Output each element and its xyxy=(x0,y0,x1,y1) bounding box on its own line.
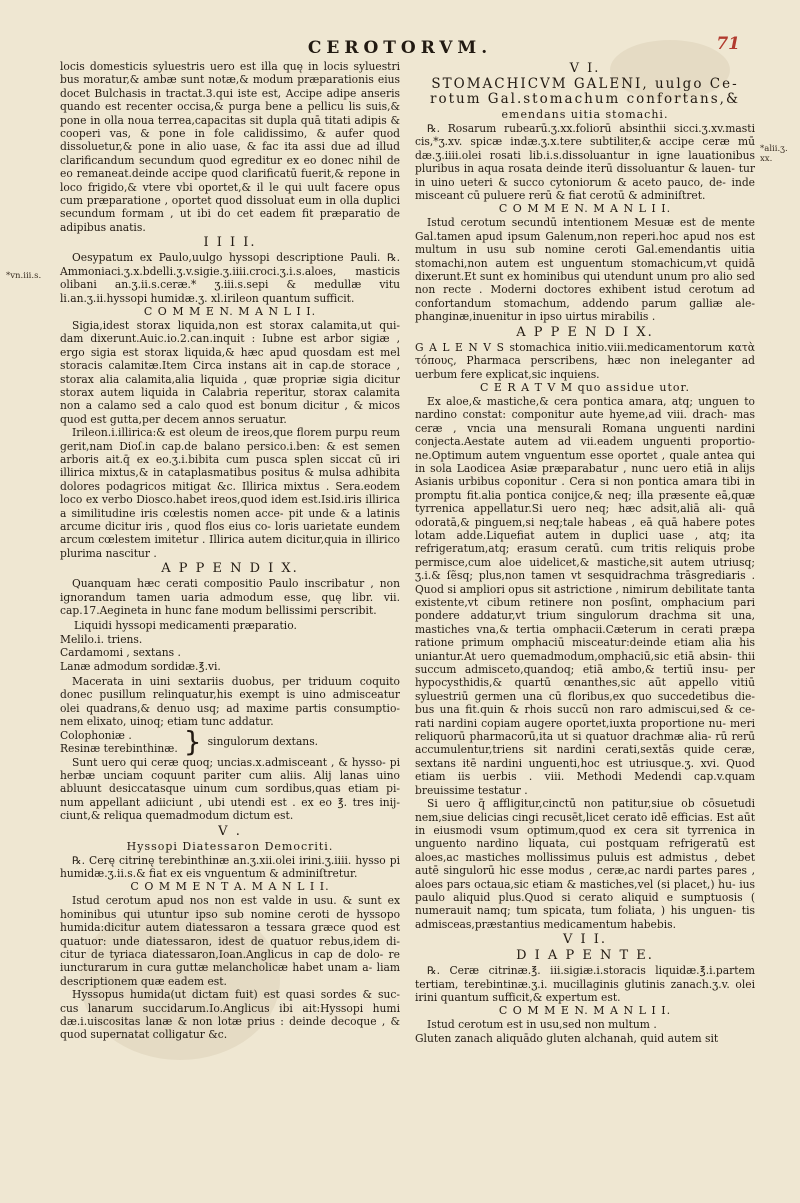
paragraph: Ex aloe,& mastiche,& cera pontica amara, atq; unguen to nardino constat: componitur aute hyeme,ad viii. drach- mas ceræ , vncia una mensurali Romana unguenti nardini conjecta.Aestate autem ad vii.eadem unguenti proportio- ne.Optimum autem vnguentum esse oportet , quale antea qui in sola Laodicea Asiæ præparabatur , nunc uero etiā in alijs Asianis urbibus coponitur . Cera si non pontica amara tibi in promptu fit.alia pontica conijce,& neq; illa præsente eā,quæ tyrrenica appellatur.Si uero neq; hæc adsit,aliā ali- quā odoratā,& pinguem,si neq;tale habeas , eā quā habere potes lotam adde.Liquefiat autem in duplici uase , atq; ita refrigeratum,atq; erasum ceratū. cum tritis reliquis probe permisce,cum aloe uidelicet,& mastiche,sit autem utriusq; ʒ.i.& ſẽsq; plus,non tamen vt sesquidrachma trāsgrediaris . Quod si ampliori opus sit astrictione , nimirum debilitate tanta existente,vt cibum retinere non posſint, omphacium pari pondere addatur,vt trium singulorum drachma sit una, mastiches vna,& tertia omphacii.Cæterum in cerati præpa ratione primum omphaciū misceatur:deinde etiam alia his uniantur.At uero quemadmodum,omphaciū,sic etiā absin- thii succum admisceto,quandoq; etiā ambo,& tertiū insu- per hypocysthidis,& quartū œnanthes,sic aūt appello vitiū syluestriū germen una cū floribus,ex quo succedetibus die- bus una fit.quin & rhois succū non raro admiscui,sed & ce- rati nardini copiam augere oportet,iuxta proportione nu- meri reliquorū pharmacorū,ita ut si quatuor drachmæ alia- rū rerū accumulentur,triens sit nardini cerati,sextās quide ceræ, sextans itē nardini unguenti,hoc est utriusque.ʒ. xvi. Quod etiam iis uerbis . viii. Methodi Medendi cap.v.quam breuissime testatur . xyxy=(415,394,755,797)
ingredient-list xyxy=(60,619,400,673)
ingredient-line: Lanæ admodum sordidæ.℥.vi. xyxy=(60,659,221,673)
paragraph: Istud cerotum secundū intentionem Mesuæ est de mente Gal.tamen apud ipsum Galenum,non reperi.hoc apud nos est multum in usu sub nomine ceroti Gal.emendantis uitia stomachi,non autem est unguentum stomachicum,vt quidā dixerunt.Et sunt ex hominibus qui utendunt unum pro alio sed non recte . Moderni doctores exhibent istud cerotum ad confortandum stomachum, addendo parum galliæ ale- phanginæ,inuenitur in ipso uirtus mirabilis . xyxy=(415,216,755,324)
ceratum-heading: C E R A T V M quo assidue utor. xyxy=(479,380,691,394)
running-head: CEROTORVM. xyxy=(307,38,493,58)
paragraph: G A L E N V S stomachica initio.viii.medicamentorum κατὰ τόπους, Pharmaca perscribens, hæc non ineleganter ad uerbum fere explicat,sic inquiens. xyxy=(415,340,755,381)
brace-icon: } xyxy=(183,725,202,759)
section-number: V I I. xyxy=(562,932,608,948)
paragraph: ℞. Rosarum rubearū.ʒ.xx.foliorū absinthii sicci.ʒ.xv.masti cis,*ʒ.xv. spicæ indæ.ʒ.x.tere subtiliter,& accipe ceræ mū dæ.ʒ.iiii.olei rosati lib.i.s.dissoluantur in igne lauationibus pluribus in aqua rosata deinde iterū dissoluantur & lauen- tur in uino ueteri & succo cytoniorum & aceto pauco, de- inde misceant cū puluere rerū & fiat cerotū & adminiſtret. xyxy=(415,122,755,203)
recipe-subtitle: emendans uitia stomachi. xyxy=(501,108,669,121)
ingredient-brace-group xyxy=(60,725,400,759)
ingredient-dose: singulorum dextans. xyxy=(207,735,319,749)
paragraph: Hyssopus humida(ut dictam fuit) est quasi sordes & suc- cus lanarum succidarum.Io.Anglicus ibi ait:Hyssopi humi dæ.i.uiscositas lanæ & non lotæ prius : deinde decoque , & quod supernatat colligatur &c. xyxy=(60,988,400,1042)
ingredient-line: Melilo.i. triens. xyxy=(60,632,143,646)
paragraph: Gluten zanach aliquādo gluten alchanah, quid autem sit xyxy=(415,1031,719,1045)
paragraph: Istud cerotum est in usu,sed non multum . xyxy=(427,1018,657,1032)
appendix-heading: A P P E N D I X. xyxy=(516,324,654,340)
paragraph: Quanquam hæc cerati compositio Paulo inscribatur , non ignorandum tamen uaria admodum esse, quę libr. vii. cap.17.Aegineta in hunc fane modum bellissimi perscribit. xyxy=(60,577,400,618)
paragraph: locis domesticis syluestris uero est illa quę in locis syluestri bus moratur,& ambæ sunt notæ,& modum præparationis eius docet Bulchasis in tractat.3.qui iste est, Accipe adipe anseris quando est recenter occisa,& purga bene a pellicu lis suis,& pone in olla noua terrea,capacitas sit dupla quā titati adipis & cooperi vas, & pone in fole calidissimo, & aufer quod dissoluetur,& pone in alio uase, & fac ita assi due ad illud clarificandum secundum quod egreditur ex eo donec nihil de eo remaneat.deinde accipe quod clarificatū fuerit,& repone in loco frigido,& vtere vbi oportet,& il le qui uult facere opus cum præparatione , oportet quod dissoluat eum in olla duplici secundum formam , ut ibi do cet eadem fit præparatio de adipibus anatis. xyxy=(60,60,400,234)
margin-note-left: *vn.iii.s. xyxy=(6,271,42,281)
commentary-heading: C O M M E N T A. M A N L I I. xyxy=(130,880,330,894)
commentary-heading: C O M M E N. M A N L I I. xyxy=(143,304,317,318)
section-number: V . xyxy=(218,823,242,839)
commentary-heading: C O M M E N. M A N L I I. xyxy=(498,1004,672,1018)
ingredient-line: Cardamomi , sextans . xyxy=(60,646,181,660)
paragraph: Sigia,idest storax liquida,non est storax calamita,ut qui- dam dixerunt.Auic.io.2.can.inquit : Iubne est arbor sigiæ , ergo sigia est storax liquida,& hæc apud quosdam est mel storacis calamitæ.Item Circa instans ait in cap.de storace , storax alia calamita,alia liquida , quæ propriæ sigia dicitur storax autem liquida in Calabria reperitur, storax calamita non a calamo sed a calo quod est bonum dicitur , & micos quod est gutta,per decem annos seruatur. xyxy=(60,318,400,426)
margin-note-right: *alii.ʒ. xx. xyxy=(760,144,788,164)
section-number: V I. xyxy=(569,61,601,76)
paragraph: Irileon.i.illirica:& est oleum de ireos,que florem purpu reum gerit,nam Dioſ.in cap.de balano persico.i.ben: & est semen arboris ait.q̄ ex eo.ʒ.i.bibita cum pusca splen siccat cū iri illirica mixtus,& in cataplasmatibus positus & mulsa adhibita dolores podagricos mitigat &c. Illirica mixtus . Sera.eodem loco ex verbo Dioscο.habet ireos,quod idem est.Isid.iris illirica a similitudine iris cœlestis nomen acce- pit unde & a latinis arcume dicitur iris , quod flos eius co- loris uarietate eundem arcum cœlestem imitetur . Illirica autem dicitur,quia in illirico plurima nascitur . xyxy=(60,426,400,560)
recipe-title: D I A P E N T E. xyxy=(516,948,654,964)
section-number: I I I I. xyxy=(203,235,257,251)
appendix-heading: A P P E N D I X. xyxy=(161,561,299,577)
ingredient-line: Liquidi hyssopi medicamenti præparatio. xyxy=(74,619,297,633)
paragraph: Si uero q̄ affligitur,cinctū non patitur,siue ob cōsuetudi nem,siue delicias cingi recusēt,licet cerato idē efficias. Est aūt in eiusmodi vsum optimum,quod ex cera sit tyrrenica in unguento nardino liquata, cui postquam refrigeratū est aloes,ac mastiches mollissimus puluis est admistus , debet autē singulorū hic esse modus , ceræ,ac nardi partes pares , aloes pars octaua,sic etiam & mastiches,vel (si placet,) hu- ius paulo aliquid plus.Quod si cerato aliquid e sumptuosis ( numerauit namq; tum spicata, tum foliata, ) his unguen- tis admisceas,præstantius medicamentum habebis. xyxy=(415,797,755,931)
commentary-heading: C O M M E N. M A N L I I. xyxy=(498,202,672,216)
right-column xyxy=(415,60,755,1045)
paragraph: Sunt uero qui ceræ quoq; uncias.x.admisceant , & hysso- pi herbæ unciam coquunt pariter cum aliis. Alij lanas uino abluunt desiccatasque uinum cum sordibus,quas etiam pi- num appellant adiiciunt , ubi utendi est . ex eo ℥. tres inij- ciunt,& reliqua quemadmodum dictum est. xyxy=(60,755,400,823)
ingredient-line: Resinæ terebinthinæ. xyxy=(60,742,178,756)
paragraph: Macerata in uini sextariis duobus, per triduum coquito donec pusillum relinquatur,his exempt is uino admisceatur olei quadrans,& denuo usq; ad maxime partis consumptio- nem elixato, uinoq; etiam tunc addatur. xyxy=(60,675,400,729)
paragraph: Oesypatum ex Paulo,uulgo hyssopi descriptione Pauli. ℞. Ammoniaci.ʒ.x.bdelli.ʒ.v.sigie.ʒ.iiii.croci.ʒ.i.s.aloes, masticis olibani an.ʒ.ii.s.ceræ.* ʒ.iii.s.sepi & medullæ vitu li.an.ʒ.ii.hyssopi humidæ.ʒ. xl.irileon quantum sufficit. xyxy=(60,251,400,305)
paragraph: ℞. Ceræ citrinæ.℥. iii.sigiæ.i.storacis liquidæ.℥.i.partem tertiam, terebintinæ.ʒ.i. mucillaginis glutinis zanach.ʒ.v. olei irini quantum sufficit,& expertum est. xyxy=(415,964,755,1004)
recipe-title: Hyssopi Diatessaron Democriti. xyxy=(126,839,334,853)
ingredient-line: Colophoniæ . xyxy=(60,728,132,742)
paragraph: Istud cerotum apud nos non est valde in usu. & sunt ex hominibus qui utuntur ipso sub nomine ceroti de hyssopo humida:dicitur autem diatessaron a tessara græce quod est quatuor: unde diatessaron, idest de quatuor rebus,idem di- citur de tyriaca diatessaron,Ioan.Anglicus in cap de dolo- re iuncturarum in cura guttæ melancholicæ habet unam a- liam descriptionem quæ eadem est. xyxy=(60,894,400,988)
paragraph: ℞. Cerę citrinę terebinthinæ an.ʒ.xii.olei irini.ʒ.iiii. hysso pi humidæ.ʒ.ii.s.& fiat ex eis vnguentum & adminiſtretur. xyxy=(60,853,400,880)
folio-number: 71 xyxy=(716,34,740,54)
left-column xyxy=(60,60,400,1042)
recipe-title: STOMACHICVM GALENI, uulgo Ce- rotum Gal.stomachum confortans,& xyxy=(430,76,740,107)
